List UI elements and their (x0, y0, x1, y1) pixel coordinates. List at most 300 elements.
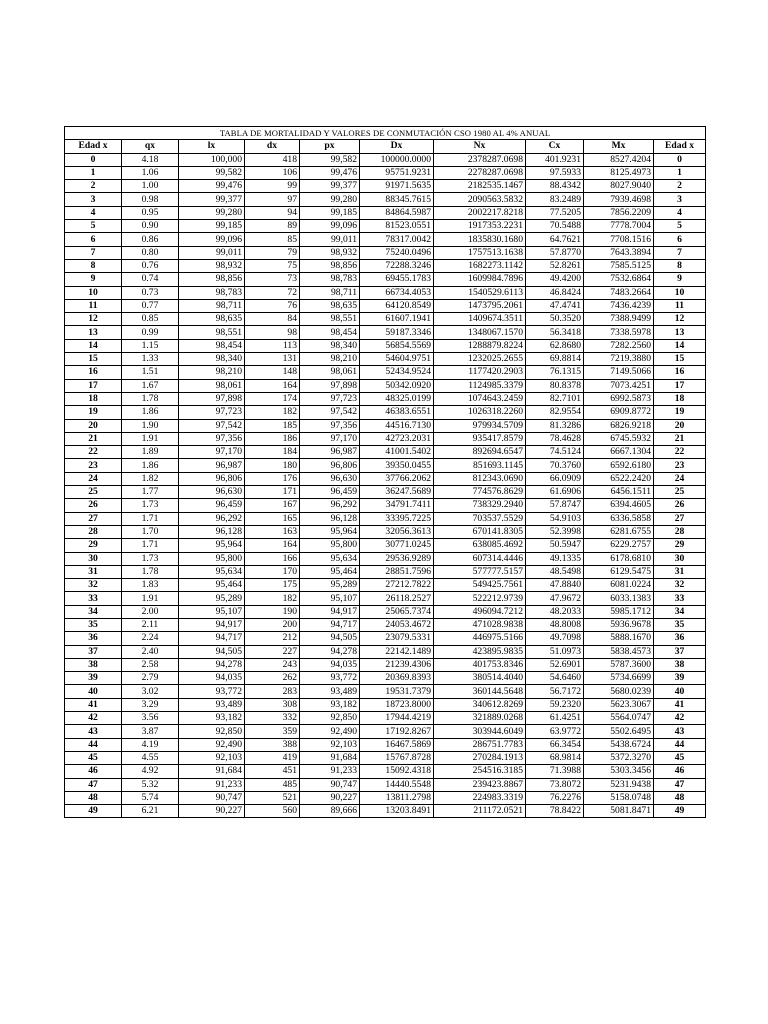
table-cell: 30771.0245 (360, 539, 434, 552)
table-cell: 41 (65, 698, 122, 711)
table-cell: 99 (245, 180, 300, 193)
table-cell: 22 (65, 446, 122, 459)
table-cell: 6826.9218 (584, 419, 654, 432)
table-cell: 56.7172 (526, 685, 584, 698)
table-cell: 0.77 (122, 299, 179, 312)
table-cell: 13 (65, 326, 122, 339)
table-cell: 11 (65, 299, 122, 312)
table-cell: 35 (654, 618, 706, 631)
table-cell: 7856.2209 (584, 206, 654, 219)
table-cell: 38 (65, 658, 122, 671)
table-cell: 33 (65, 592, 122, 605)
table-cell: 52.6901 (526, 658, 584, 671)
table-cell: 4 (654, 206, 706, 219)
table-row (65, 432, 706, 445)
table-row (65, 446, 706, 459)
table-cell: 96,292 (179, 512, 245, 525)
table-cell: 97,170 (179, 446, 245, 459)
table-cell: 1.71 (122, 512, 179, 525)
table-cell: 308 (245, 698, 300, 711)
table-cell: 1409674.3511 (434, 313, 526, 326)
table-cell: 286751.7783 (434, 738, 526, 751)
table-cell: 52434.9524 (360, 366, 434, 379)
table-cell: 19 (654, 406, 706, 419)
table-cell: 227 (245, 645, 300, 658)
table-cell: 24053.4672 (360, 618, 434, 631)
table-cell: 670141.8305 (434, 525, 526, 538)
table-cell: 95,107 (179, 605, 245, 618)
table-cell: 46 (654, 765, 706, 778)
table-cell: 75240.0496 (360, 246, 434, 259)
table-cell: 43 (654, 725, 706, 738)
table-cell: 5502.6495 (584, 725, 654, 738)
table-cell: 47 (654, 778, 706, 791)
table-cell: 41 (654, 698, 706, 711)
table-cell: 81.3286 (526, 419, 584, 432)
table-cell: 39 (654, 672, 706, 685)
table-cell: 29 (654, 539, 706, 552)
table-cell: 72288.3246 (360, 259, 434, 272)
table-cell: 8 (654, 259, 706, 272)
table-cell: 3.87 (122, 725, 179, 738)
table-cell: 98,454 (179, 339, 245, 352)
table-cell: 27 (65, 512, 122, 525)
table-cell: 166 (245, 552, 300, 565)
table-cell: 0 (654, 153, 706, 166)
table-cell: 43 (65, 725, 122, 738)
table-cell: 95,634 (300, 552, 360, 565)
table-cell: 99,377 (300, 180, 360, 193)
table-cell: 979934.5709 (434, 419, 526, 432)
table-cell: 61.4251 (526, 712, 584, 725)
table-cell: 20 (654, 419, 706, 432)
table-cell: 20 (65, 419, 122, 432)
table-cell: 0.76 (122, 259, 179, 272)
table-cell: 6.21 (122, 805, 179, 818)
table-cell: 70.3760 (526, 459, 584, 472)
table-cell: 66734.4053 (360, 286, 434, 299)
table-cell: 54.6460 (526, 672, 584, 685)
table-cell: 2182535.1467 (434, 180, 526, 193)
table-cell: 2.40 (122, 645, 179, 658)
table-cell: 6992.5873 (584, 392, 654, 405)
table-cell: 42 (65, 712, 122, 725)
table-cell: 82.9554 (526, 406, 584, 419)
table-cell: 90,747 (179, 791, 245, 804)
table-cell: 37766.2062 (360, 472, 434, 485)
table-cell: 1.91 (122, 432, 179, 445)
table-cell: 49 (65, 805, 122, 818)
table-cell: 17192.8267 (360, 725, 434, 738)
table-cell: 66.3454 (526, 738, 584, 751)
table-cell: 48 (654, 791, 706, 804)
table-cell: 28851.7596 (360, 565, 434, 578)
table-cell: 77.5205 (526, 206, 584, 219)
table-cell: 1.73 (122, 499, 179, 512)
table-cell: 29 (65, 539, 122, 552)
table-cell: 94,505 (179, 645, 245, 658)
table-cell: 6667.1304 (584, 446, 654, 459)
table-cell: 1124985.3379 (434, 379, 526, 392)
table-cell: 98,711 (179, 299, 245, 312)
table-cell: 1757513.1638 (434, 246, 526, 259)
table-cell: 5680.0239 (584, 685, 654, 698)
table-cell: 224983.3319 (434, 791, 526, 804)
table-cell: 1.91 (122, 592, 179, 605)
table-cell: 99,011 (300, 233, 360, 246)
table-cell: 8027.9040 (584, 180, 654, 193)
table-cell: 96,459 (300, 486, 360, 499)
table-cell: 4 (65, 206, 122, 219)
table-cell: 26 (654, 499, 706, 512)
table-cell: 62.8680 (526, 339, 584, 352)
table-row (65, 632, 706, 645)
table-cell: 95,464 (300, 565, 360, 578)
table-row (65, 698, 706, 711)
table-row (65, 645, 706, 658)
table-cell: 94,717 (179, 632, 245, 645)
table-cell: 33395.7225 (360, 512, 434, 525)
table-cell: 75 (245, 259, 300, 272)
table-cell: 401753.8346 (434, 658, 526, 671)
table-cell: 98,856 (179, 273, 245, 286)
table-cell: 98,783 (179, 286, 245, 299)
table-cell: 69.8814 (526, 353, 584, 366)
table-cell: 1609984.7896 (434, 273, 526, 286)
table-cell: 164 (245, 379, 300, 392)
column-header: Nx (434, 140, 526, 153)
table-cell: 738329.2940 (434, 499, 526, 512)
table-title-row (65, 127, 706, 140)
table-cell: 262 (245, 672, 300, 685)
table-body (65, 153, 706, 818)
table-cell: 99,582 (300, 153, 360, 166)
table-row (65, 366, 706, 379)
table-cell: 0.98 (122, 193, 179, 206)
table-cell: 93,182 (300, 698, 360, 711)
table-row (65, 206, 706, 219)
table-cell: 66.0909 (526, 472, 584, 485)
table-cell: 5 (65, 220, 122, 233)
table-cell: 176 (245, 472, 300, 485)
table-cell: 4.55 (122, 751, 179, 764)
table-cell: 94,917 (300, 605, 360, 618)
table-cell: 80.8378 (526, 379, 584, 392)
table-cell: 15 (65, 353, 122, 366)
table-cell: 61.6906 (526, 486, 584, 499)
table-cell: 14 (65, 339, 122, 352)
table-cell: 99,280 (179, 206, 245, 219)
table-cell: 10 (654, 286, 706, 299)
table-cell: 100,000 (179, 153, 245, 166)
table-cell: 96,987 (179, 459, 245, 472)
table-cell: 0.85 (122, 313, 179, 326)
table-cell: 9 (65, 273, 122, 286)
table-cell: 31 (654, 565, 706, 578)
table-cell: 39 (65, 672, 122, 685)
table-cell: 93,182 (179, 712, 245, 725)
table-cell: 388 (245, 738, 300, 751)
table-cell: 98,061 (179, 379, 245, 392)
table-title: TABLA DE MORTALIDAD Y VALORES DE CONMUTACIÓN CSO 1980 AL 4% ANUAL (65, 127, 706, 140)
table-cell: 239423.8867 (434, 778, 526, 791)
table-cell: 7338.5978 (584, 326, 654, 339)
table-cell: 98,711 (300, 286, 360, 299)
table-cell: 94,717 (300, 618, 360, 631)
table-cell: 95,107 (300, 592, 360, 605)
table-cell: 1.78 (122, 392, 179, 405)
table-cell: 95,964 (179, 539, 245, 552)
table-cell: 1.90 (122, 419, 179, 432)
table-cell: 200 (245, 618, 300, 631)
table-cell: 1177420.2903 (434, 366, 526, 379)
table-cell: 0.99 (122, 326, 179, 339)
table-cell: 27 (654, 512, 706, 525)
table-cell: 50.3520 (526, 313, 584, 326)
table-cell: 5985.1712 (584, 605, 654, 618)
table-cell: 283 (245, 685, 300, 698)
table-row (65, 725, 706, 738)
table-cell: 3 (654, 193, 706, 206)
table-cell: 1232025.2655 (434, 353, 526, 366)
table-cell: 17944.4219 (360, 712, 434, 725)
table-cell: 935417.8579 (434, 432, 526, 445)
table-cell: 5888.1670 (584, 632, 654, 645)
table-cell: 4.92 (122, 765, 179, 778)
table-cell: 401.9231 (526, 153, 584, 166)
table-cell: 6336.5858 (584, 512, 654, 525)
table-cell: 17 (65, 379, 122, 392)
table-row (65, 605, 706, 618)
table-cell: 182 (245, 592, 300, 605)
table-row (65, 658, 706, 671)
column-header: Dx (360, 140, 434, 153)
table-cell: 7585.5125 (584, 259, 654, 272)
table-cell: 6281.6755 (584, 525, 654, 538)
table-cell: 93,772 (179, 685, 245, 698)
table-cell: 73 (245, 273, 300, 286)
table-cell: 148 (245, 366, 300, 379)
table-cell: 25 (654, 486, 706, 499)
mortality-table-sheet (64, 126, 705, 818)
table-row (65, 166, 706, 179)
table-cell: 49 (654, 805, 706, 818)
table-cell: 84 (245, 313, 300, 326)
table-row (65, 392, 706, 405)
table-cell: 5623.3067 (584, 698, 654, 711)
table-cell: 175 (245, 579, 300, 592)
table-cell: 92,490 (179, 738, 245, 751)
table-row (65, 592, 706, 605)
table-cell: 99,096 (300, 220, 360, 233)
table-row (65, 512, 706, 525)
table-cell: 5734.6699 (584, 672, 654, 685)
table-cell: 95,289 (300, 579, 360, 592)
table-cell: 28 (65, 525, 122, 538)
table-cell: 270284.1913 (434, 751, 526, 764)
table-cell: 93,489 (179, 698, 245, 711)
table-row (65, 273, 706, 286)
table-cell: 6081.0224 (584, 579, 654, 592)
table-cell: 93,489 (300, 685, 360, 698)
table-cell: 89 (245, 220, 300, 233)
table-cell: 1 (65, 166, 122, 179)
table-cell: 26 (65, 499, 122, 512)
table-cell: 78.8422 (526, 805, 584, 818)
table-cell: 76.2276 (526, 791, 584, 804)
table-cell: 79 (245, 246, 300, 259)
table-cell: 6 (654, 233, 706, 246)
table-cell: 0.74 (122, 273, 179, 286)
table-cell: 99,096 (179, 233, 245, 246)
table-cell: 451 (245, 765, 300, 778)
table-cell: 1.70 (122, 525, 179, 538)
table-cell: 24 (654, 472, 706, 485)
table-cell: 50342.0920 (360, 379, 434, 392)
table-cell: 7708.1516 (584, 233, 654, 246)
table-cell: 7219.3880 (584, 353, 654, 366)
table-cell: 83.2489 (526, 193, 584, 206)
table-cell: 1.83 (122, 579, 179, 592)
table-cell: 91,233 (179, 778, 245, 791)
table-cell: 82.7101 (526, 392, 584, 405)
table-row (65, 246, 706, 259)
table-cell: 6909.8772 (584, 406, 654, 419)
table-cell: 98,635 (300, 299, 360, 312)
table-cell: 100000.0000 (360, 153, 434, 166)
table-cell: 1.51 (122, 366, 179, 379)
table-cell: 1682273.1142 (434, 259, 526, 272)
table-cell: 185 (245, 419, 300, 432)
table-cell: 16 (65, 366, 122, 379)
table-cell: 549425.7561 (434, 579, 526, 592)
table-cell: 6456.1511 (584, 486, 654, 499)
table-cell: 521 (245, 791, 300, 804)
table-cell: 2 (65, 180, 122, 193)
table-cell: 1.06 (122, 166, 179, 179)
table-cell: 14 (654, 339, 706, 352)
table-cell: 9 (654, 273, 706, 286)
column-header: Cx (526, 140, 584, 153)
table-cell: 211172.0521 (434, 805, 526, 818)
table-cell: 2.00 (122, 605, 179, 618)
table-cell: 97,723 (179, 406, 245, 419)
table-cell: 522212.9739 (434, 592, 526, 605)
table-cell: 0.80 (122, 246, 179, 259)
table-cell: 97,170 (300, 432, 360, 445)
table-row (65, 259, 706, 272)
table-cell: 5.74 (122, 791, 179, 804)
table-cell: 94,917 (179, 618, 245, 631)
table-cell: 97,542 (179, 419, 245, 432)
table-cell: 15092.4318 (360, 765, 434, 778)
table-row (65, 153, 706, 166)
table-cell: 892694.6547 (434, 446, 526, 459)
table-row (65, 299, 706, 312)
table-cell: 6394.4605 (584, 499, 654, 512)
table-cell: 1.78 (122, 565, 179, 578)
table-row (65, 618, 706, 631)
table-cell: 1348067.1570 (434, 326, 526, 339)
table-cell: 419 (245, 751, 300, 764)
table-cell: 163 (245, 525, 300, 538)
table-cell: 182 (245, 406, 300, 419)
table-cell: 98,210 (300, 353, 360, 366)
table-cell: 90,227 (179, 805, 245, 818)
table-cell: 7778.7004 (584, 220, 654, 233)
table-cell: 2.79 (122, 672, 179, 685)
table-cell: 23 (65, 459, 122, 472)
table-cell: 91971.5635 (360, 180, 434, 193)
table-cell: 98 (245, 326, 300, 339)
table-cell: 2278287.0698 (434, 166, 526, 179)
table-cell: 1917353.2231 (434, 220, 526, 233)
table-cell: 52.3998 (526, 525, 584, 538)
table-cell: 607314.4446 (434, 552, 526, 565)
table-cell: 186 (245, 432, 300, 445)
table-cell: 8527.4204 (584, 153, 654, 166)
table-row (65, 486, 706, 499)
table-row (65, 379, 706, 392)
table-cell: 1540529.6113 (434, 286, 526, 299)
table-cell: 98,340 (300, 339, 360, 352)
table-cell: 2.11 (122, 618, 179, 631)
table-cell: 1026318.2260 (434, 406, 526, 419)
table-cell: 97 (245, 193, 300, 206)
table-row (65, 791, 706, 804)
table-cell: 18723.8000 (360, 698, 434, 711)
table-cell: 5303.3456 (584, 765, 654, 778)
table-cell: 30 (654, 552, 706, 565)
table-cell: 13203.8491 (360, 805, 434, 818)
table-cell: 303944.6049 (434, 725, 526, 738)
table-cell: 485 (245, 778, 300, 791)
table-cell: 98,932 (179, 259, 245, 272)
table-cell: 7532.6864 (584, 273, 654, 286)
table-cell: 6592.6180 (584, 459, 654, 472)
table-cell: 44 (654, 738, 706, 751)
table-cell: 33 (654, 592, 706, 605)
table-cell: 190 (245, 605, 300, 618)
table-cell: 99,185 (179, 220, 245, 233)
table-row (65, 419, 706, 432)
table-cell: 88345.7615 (360, 193, 434, 206)
table-cell: 2090563.5832 (434, 193, 526, 206)
table-cell: 812343.0690 (434, 472, 526, 485)
table-cell: 69455.1783 (360, 273, 434, 286)
table-cell: 3.02 (122, 685, 179, 698)
table-cell: 59187.3346 (360, 326, 434, 339)
table-cell: 41001.5402 (360, 446, 434, 459)
table-cell: 3.29 (122, 698, 179, 711)
column-header: qx (122, 140, 179, 153)
table-cell: 6522.2420 (584, 472, 654, 485)
column-header: dx (245, 140, 300, 153)
table-row (65, 751, 706, 764)
table-cell: 72 (245, 286, 300, 299)
table-cell: 2 (654, 180, 706, 193)
table-cell: 48.5498 (526, 565, 584, 578)
table-cell: 78317.0042 (360, 233, 434, 246)
table-cell: 1 (654, 166, 706, 179)
table-cell: 48.2033 (526, 605, 584, 618)
table-cell: 1.86 (122, 406, 179, 419)
table-row (65, 499, 706, 512)
table-cell: 44516.7130 (360, 419, 434, 432)
table-cell: 98,210 (179, 366, 245, 379)
mortality-table (64, 126, 706, 818)
table-cell: 91,684 (300, 751, 360, 764)
